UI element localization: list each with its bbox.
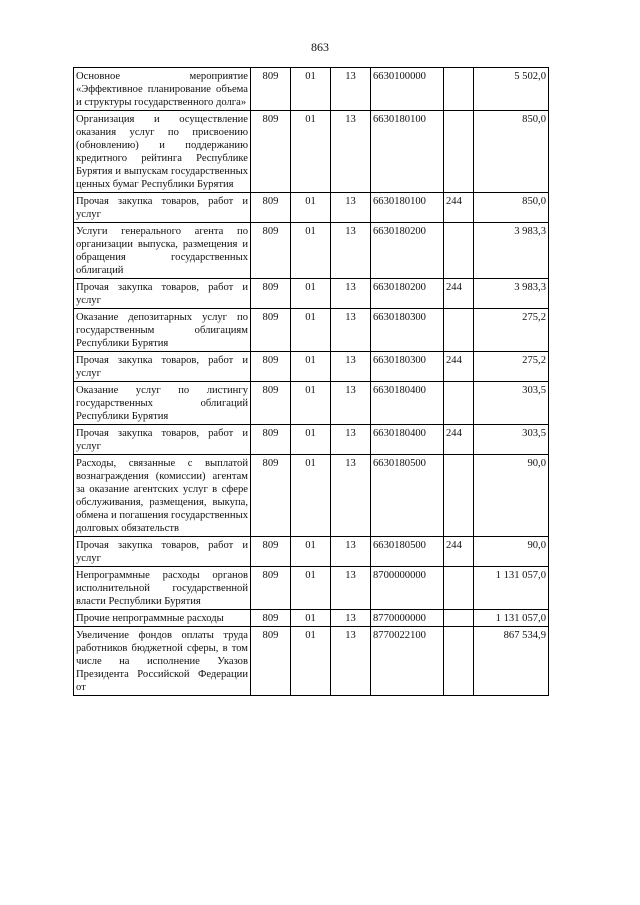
section-code-cell: 01 bbox=[291, 455, 331, 537]
amount-cell: 1 131 057,0 bbox=[474, 567, 549, 610]
section-code-cell: 01 bbox=[291, 537, 331, 567]
grbs-code-cell: 809 bbox=[251, 610, 291, 627]
subsection-code-cell: 13 bbox=[331, 537, 371, 567]
section-code-cell: 01 bbox=[291, 382, 331, 425]
expense-type-cell bbox=[444, 627, 474, 696]
target-article-cell: 6630180500 bbox=[371, 455, 444, 537]
grbs-code-cell: 809 bbox=[251, 425, 291, 455]
table-row bbox=[74, 279, 549, 309]
section-code-cell: 01 bbox=[291, 567, 331, 610]
table-row bbox=[74, 193, 549, 223]
amount-cell: 90,0 bbox=[474, 455, 549, 537]
target-article-cell: 8770000000 bbox=[371, 610, 444, 627]
subsection-code-cell: 13 bbox=[331, 309, 371, 352]
grbs-code-cell: 809 bbox=[251, 382, 291, 425]
page-number: 863 bbox=[311, 40, 329, 54]
table-row bbox=[74, 627, 549, 696]
expense-type-cell bbox=[444, 382, 474, 425]
expense-type-cell: 244 bbox=[444, 193, 474, 223]
amount-cell: 867 534,9 bbox=[474, 627, 549, 696]
grbs-code-cell: 809 bbox=[251, 193, 291, 223]
expense-name-cell: Прочая закупка товаров, работ и услуг bbox=[74, 352, 251, 382]
expense-type-cell bbox=[444, 223, 474, 279]
section-code-cell: 01 bbox=[291, 627, 331, 696]
expense-type-cell bbox=[444, 455, 474, 537]
expense-name-cell: Прочая закупка товаров, работ и услуг bbox=[74, 537, 251, 567]
amount-cell: 3 983,3 bbox=[474, 279, 549, 309]
target-article-cell: 6630180100 bbox=[371, 193, 444, 223]
expense-name-cell: Услуги генерального агента по организации выпуска, размещения и обращения государственных облигаций bbox=[74, 223, 251, 279]
grbs-code-cell: 809 bbox=[251, 279, 291, 309]
budget-table-body bbox=[74, 68, 549, 696]
expense-name-cell: Расходы, связанные с выплатой вознаграждения (комиссии) агентам за оказание агентских услуг в сфере обслуживания, размещения, выкупа, обмена и погашения государственных долговых обязательств bbox=[74, 455, 251, 537]
expense-type-cell: 244 bbox=[444, 537, 474, 567]
target-article-cell: 6630180400 bbox=[371, 382, 444, 425]
amount-cell: 3 983,3 bbox=[474, 223, 549, 279]
subsection-code-cell: 13 bbox=[331, 567, 371, 610]
expense-type-cell: 244 bbox=[444, 279, 474, 309]
budget-table bbox=[73, 67, 549, 696]
target-article-cell: 6630180100 bbox=[371, 111, 444, 193]
grbs-code-cell: 809 bbox=[251, 68, 291, 111]
target-article-cell: 6630180200 bbox=[371, 223, 444, 279]
section-code-cell: 01 bbox=[291, 425, 331, 455]
expense-type-cell bbox=[444, 567, 474, 610]
target-article-cell: 6630180500 bbox=[371, 537, 444, 567]
amount-cell: 850,0 bbox=[474, 193, 549, 223]
subsection-code-cell: 13 bbox=[331, 610, 371, 627]
expense-type-cell bbox=[444, 610, 474, 627]
table-row bbox=[74, 610, 549, 627]
table-row bbox=[74, 68, 549, 111]
subsection-code-cell: 13 bbox=[331, 455, 371, 537]
section-code-cell: 01 bbox=[291, 223, 331, 279]
table-row bbox=[74, 352, 549, 382]
target-article-cell: 6630180300 bbox=[371, 309, 444, 352]
subsection-code-cell: 13 bbox=[331, 279, 371, 309]
grbs-code-cell: 809 bbox=[251, 309, 291, 352]
subsection-code-cell: 13 bbox=[331, 193, 371, 223]
grbs-code-cell: 809 bbox=[251, 567, 291, 610]
table-row bbox=[74, 223, 549, 279]
table-row bbox=[74, 455, 549, 537]
table-row bbox=[74, 382, 549, 425]
table-row bbox=[74, 309, 549, 352]
subsection-code-cell: 13 bbox=[331, 68, 371, 111]
expense-name-cell: Прочая закупка товаров, работ и услуг bbox=[74, 193, 251, 223]
subsection-code-cell: 13 bbox=[331, 111, 371, 193]
target-article-cell: 8770022100 bbox=[371, 627, 444, 696]
expense-name-cell: Прочая закупка товаров, работ и услуг bbox=[74, 279, 251, 309]
grbs-code-cell: 809 bbox=[251, 627, 291, 696]
target-article-cell: 8700000000 bbox=[371, 567, 444, 610]
table-row bbox=[74, 111, 549, 193]
subsection-code-cell: 13 bbox=[331, 352, 371, 382]
expense-type-cell: 244 bbox=[444, 425, 474, 455]
amount-cell: 850,0 bbox=[474, 111, 549, 193]
expense-name-cell: Организация и осуществление оказания услуг по присвоению (обновлению) и поддержанию кредитного рейтинга Республике Бурятия и выпускам государственных ценных бумаг Республики Бурятия bbox=[74, 111, 251, 193]
expense-name-cell: Прочая закупка товаров, работ и услуг bbox=[74, 425, 251, 455]
section-code-cell: 01 bbox=[291, 193, 331, 223]
section-code-cell: 01 bbox=[291, 309, 331, 352]
target-article-cell: 6630180300 bbox=[371, 352, 444, 382]
expense-name-cell: Оказание депозитарных услуг по государственным облигациям Республики Бурятия bbox=[74, 309, 251, 352]
amount-cell: 1 131 057,0 bbox=[474, 610, 549, 627]
target-article-cell: 6630100000 bbox=[371, 68, 444, 111]
expense-type-cell: 244 bbox=[444, 352, 474, 382]
expense-type-cell bbox=[444, 111, 474, 193]
amount-cell: 303,5 bbox=[474, 382, 549, 425]
target-article-cell: 6630180200 bbox=[371, 279, 444, 309]
section-code-cell: 01 bbox=[291, 610, 331, 627]
table-row bbox=[74, 425, 549, 455]
target-article-cell: 6630180400 bbox=[371, 425, 444, 455]
expense-type-cell bbox=[444, 68, 474, 111]
expense-name-cell: Оказание услуг по листингу государственных облигаций Республики Бурятия bbox=[74, 382, 251, 425]
section-code-cell: 01 bbox=[291, 279, 331, 309]
expense-name-cell: Прочие непрограммные расходы bbox=[74, 610, 251, 627]
subsection-code-cell: 13 bbox=[331, 627, 371, 696]
section-code-cell: 01 bbox=[291, 111, 331, 193]
section-code-cell: 01 bbox=[291, 352, 331, 382]
subsection-code-cell: 13 bbox=[331, 382, 371, 425]
grbs-code-cell: 809 bbox=[251, 352, 291, 382]
amount-cell: 275,2 bbox=[474, 352, 549, 382]
grbs-code-cell: 809 bbox=[251, 537, 291, 567]
amount-cell: 90,0 bbox=[474, 537, 549, 567]
amount-cell: 5 502,0 bbox=[474, 68, 549, 111]
amount-cell: 275,2 bbox=[474, 309, 549, 352]
grbs-code-cell: 809 bbox=[251, 111, 291, 193]
expense-type-cell bbox=[444, 309, 474, 352]
table-row bbox=[74, 567, 549, 610]
table-row bbox=[74, 537, 549, 567]
expense-name-cell: Непрограммные расходы органов исполнительной государственной власти Республики Бурятия bbox=[74, 567, 251, 610]
amount-cell: 303,5 bbox=[474, 425, 549, 455]
section-code-cell: 01 bbox=[291, 68, 331, 111]
grbs-code-cell: 809 bbox=[251, 223, 291, 279]
subsection-code-cell: 13 bbox=[331, 223, 371, 279]
expense-name-cell: Основное мероприятие «Эффективное планирование объема и структуры государственного долга» bbox=[74, 68, 251, 111]
subsection-code-cell: 13 bbox=[331, 425, 371, 455]
grbs-code-cell: 809 bbox=[251, 455, 291, 537]
expense-name-cell: Увеличение фондов оплаты труда работников бюджетной сферы, в том числе на исполнение Указов Президента Российской Федерации от bbox=[74, 627, 251, 696]
